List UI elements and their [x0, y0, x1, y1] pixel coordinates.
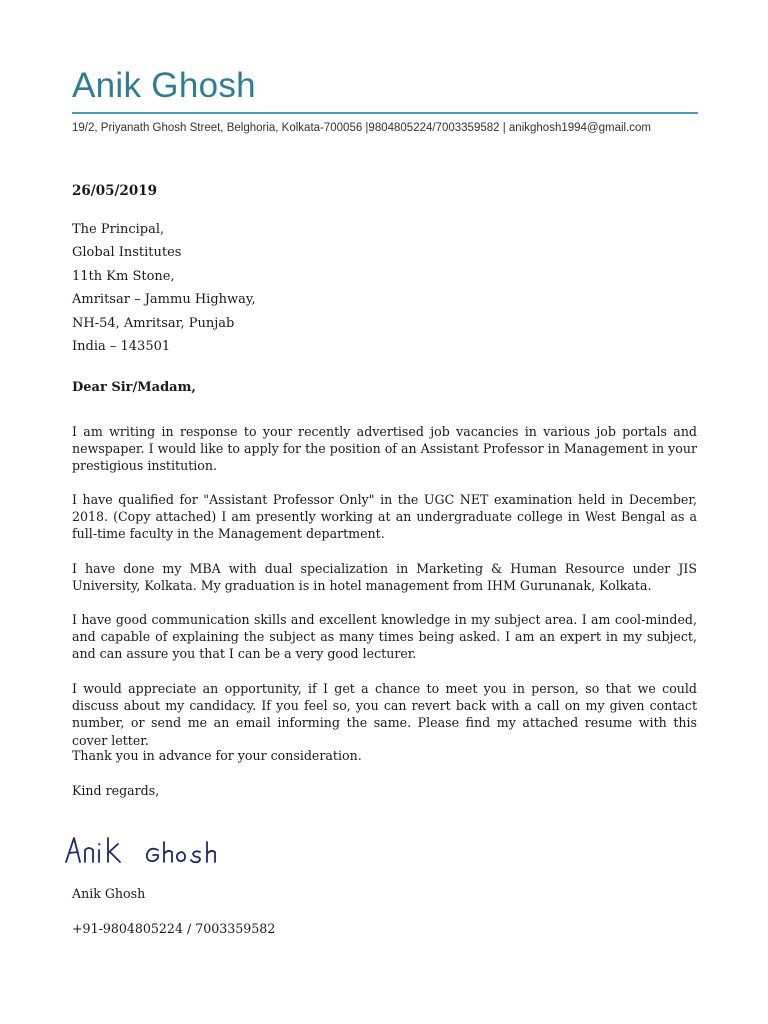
header-divider	[72, 112, 698, 114]
body-paragraph: I would appreciate an opportunity, if I get a chance to meet you in person, so that we could discuss about my candidacy. If you feel so, you can revert back with a call on my given contact number, or send me an email informing the same. Please find my attached resume with this cover letter.	[72, 681, 697, 748]
recipient-line: Global Institutes	[72, 245, 182, 261]
recipient-line: 11th Km Stone,	[72, 268, 175, 284]
body-paragraph: I have good communication skills and excellent knowledge in my subject area. I am cool-minded, and capable of explaining the subject as many times being asked. I am an expert in my subject, and can assure you that I can be a very good lecturer.	[72, 612, 697, 662]
signer-phone: +91-9804805224 / 7003359582	[72, 921, 276, 936]
signer-name: Anik Ghosh	[72, 886, 146, 901]
salutation: Dear Sir/Madam,	[72, 380, 196, 395]
thanks-line: Thank you in advance for your consideration.	[72, 748, 362, 763]
body-paragraph: I am writing in response to your recently advertised job vacancies in various job portals and newspaper. I would like to apply for the position of an Assistant Professor in Management in your prestigious institution.	[72, 424, 697, 474]
recipient-line: India – 143501	[72, 339, 171, 355]
regards-line: Kind regards,	[72, 783, 160, 798]
recipient-line: Amritsar – Jammu Highway,	[72, 292, 256, 308]
body-paragraph: I have done my MBA with dual specialization in Marketing & Human Resource under JIS University, Kolkata. My graduation is in hotel management from IHM Gurunanak, Kolkata.	[72, 561, 697, 594]
letter-date: 26/05/2019	[72, 183, 158, 199]
handwritten-signature	[58, 828, 248, 878]
recipient-line: The Principal,	[72, 222, 165, 237]
sender-contact-line: 19/2, Priyanath Ghosh Street, Belghoria, Kolkata-700056 |9804805224/7003359582 | anikghosh1994@gmail.com	[72, 122, 651, 134]
body-paragraph: I have qualified for "Assistant Professor Only" in the UGC NET examination held in December, 2018. (Copy attached) I am presently working at an undergraduate college in West Bengal as a full-time faculty in the Management department.	[72, 492, 697, 542]
sender-name-heading: Anik Ghosh	[72, 66, 256, 105]
recipient-address	[72, 218, 256, 358]
recipient-line: NH-54, Amritsar, Punjab	[72, 315, 235, 331]
